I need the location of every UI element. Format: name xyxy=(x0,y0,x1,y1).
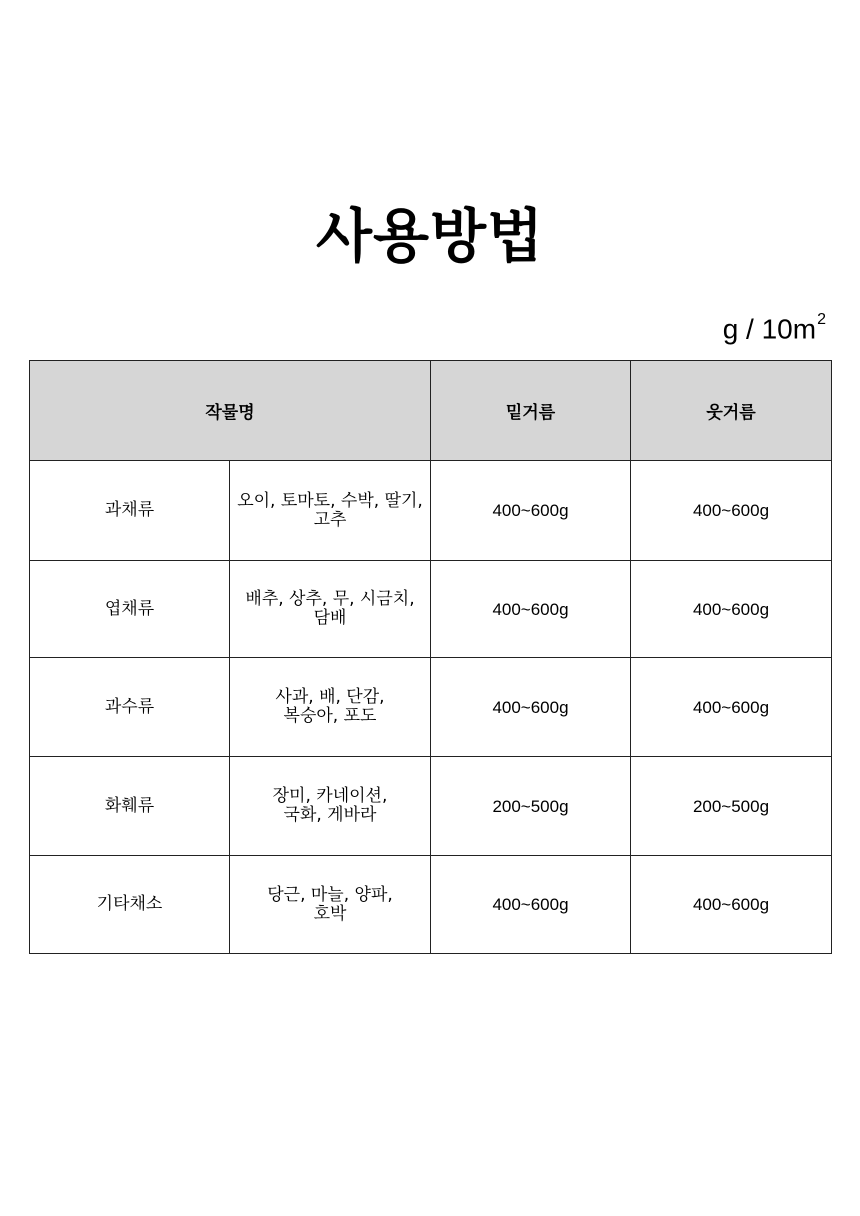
header-top-label: 웃거름 xyxy=(706,403,756,423)
crops-line: 당근, 마늘, 양파, xyxy=(267,884,393,905)
table-row xyxy=(30,461,832,561)
row-crops xyxy=(230,461,431,561)
row-crops xyxy=(230,757,431,856)
row-basal: 400~600g xyxy=(431,561,631,658)
crops-line: 장미, 카네이션, xyxy=(272,786,388,806)
crops-line: 국화, 게바라 xyxy=(283,805,377,825)
row-basal: 400~600g xyxy=(431,856,631,954)
crops-line: 호박 xyxy=(313,903,347,924)
table-row xyxy=(30,856,832,954)
row-basal: 400~600g xyxy=(431,461,631,561)
row-crops xyxy=(230,856,431,954)
header-basal-label: 밑거름 xyxy=(505,403,556,423)
row-top: 400~600g xyxy=(631,461,832,561)
header-crop-name xyxy=(30,361,431,461)
unit-superscript: 2 xyxy=(817,311,826,328)
row-category: 기타채소 xyxy=(30,856,230,954)
row-crops xyxy=(230,561,431,658)
row-basal: 200~500g xyxy=(431,757,631,856)
crops-line: 배추, 상추, 무, 시금치, xyxy=(245,589,415,609)
row-category: 과수류 xyxy=(30,658,230,757)
crops-line: 사과, 배, 단감, xyxy=(275,687,385,707)
crops-line: 오이, 토마토, 수박, 딸기, xyxy=(237,490,423,511)
row-crops xyxy=(230,658,431,757)
table-header-row xyxy=(30,361,832,461)
row-top: 400~600g xyxy=(631,658,832,757)
row-category: 화훼류 xyxy=(30,757,230,856)
crops-line: 복숭아, 포도 xyxy=(283,706,377,726)
row-basal: 400~600g xyxy=(431,658,631,757)
row-category: 과채류 xyxy=(30,461,230,561)
row-category: 엽채류 xyxy=(30,561,230,658)
crops-line: 담배 xyxy=(313,608,347,628)
row-top: 400~600g xyxy=(631,561,832,658)
row-top: 400~600g xyxy=(631,856,832,954)
header-crop-name-label: 작물명 xyxy=(205,403,255,423)
table-row xyxy=(30,658,832,757)
crops-line: 고추 xyxy=(313,509,347,530)
header-top xyxy=(631,361,832,461)
unit-base: g / 10m xyxy=(722,313,817,345)
table-row xyxy=(30,561,832,658)
header-basal xyxy=(431,361,631,461)
table-row xyxy=(30,757,832,856)
page-title: 사용방법 xyxy=(315,202,545,270)
unit-label xyxy=(723,304,826,349)
usage-table xyxy=(29,360,832,954)
row-top: 200~500g xyxy=(631,757,832,856)
